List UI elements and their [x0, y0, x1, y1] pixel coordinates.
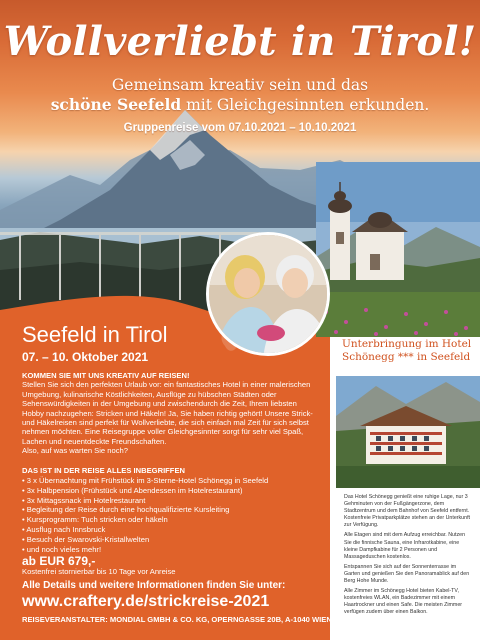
list-item: • Ausflug nach Innsbruck [22, 525, 322, 535]
church-photo [316, 162, 480, 337]
intro-text: Stellen Sie sich den perfekten Urlaub vor: ein fantastisches Hotel in einer malerischen Umgebung, kulinarische Köstlichkeiten, Ausflüge zu hübschen Städten oder Sehenswürdigkeiten in der Umgebung und zwischendurch die Zeit, Ihrem liebsten Hobby nachzugehen: Stricken und Häkeln! Ja, Sie haben richtig gehört! Unsere Strick- und Häkelreisen sind perfekt für Wollverliebte, die sich einfach mal Zeit für sich selbst nehmen möchten. Eine Reisegruppe voller Gleichgesinnter sorgt für sehr viel Spaß, Lachen und neuentdeckte Freundschaften. [22, 380, 313, 446]
price: ab EUR 679,- [22, 554, 96, 568]
group-trip-dates: Gruppenreise vom 07.10.2021 – 10.10.2021 [123, 122, 357, 134]
included-heading: DAS IST IN DER REISE ALLES INBEGRIFFEN [22, 466, 185, 475]
list-item: • Besuch der Swarovski-Kristallwelten [22, 535, 322, 545]
list-item: • 3 x Übernachtung mit Frühstück im 3-Sterne-Hotel Schönegg in Seefeld [22, 476, 322, 486]
details-hint: Alle Details und weitere Informationen finden Sie unter: [22, 580, 286, 591]
website-link[interactable]: www.craftery.de/strickreise-2021 [22, 593, 270, 610]
subheadline-emphasis: schöne Seefeld [50, 95, 182, 114]
intro-question: Also, auf was warten Sie noch? [22, 446, 128, 456]
list-item: • Kursprogramm: Tuch stricken oder häkeln [22, 515, 322, 525]
organizer-line: REISEVERANSTALTER: MONDIAL GMBH & CO. KG, OPERNGASSE 20B, A-1040 WIEN. [22, 615, 334, 624]
hotel-paragraph: Das Hotel Schönegg genießt eine ruhige Lage, nur 3 Gehminuten von der Fußgängerzone, dem Stadtzentrum und dem Bahnhof von Seefeld entfernt. Kostenfreie Privatparkplätze stehen an der Unterkunft zur Verfügung. [344, 494, 471, 529]
list-item: • Begleitung der Reise durch eine hochqualifizierte Kursleiting [22, 505, 322, 515]
hotel-title-line2: Schönegg *** in Seefeld [342, 350, 471, 363]
list-item: • 3x Halbpension (Frühstück und Abendessen im Hotelrestaurant) [22, 486, 322, 496]
offer-title: Seefeld in Tirol [22, 322, 168, 347]
hotel-paragraph: Entspannen Sie sich auf der Sonnenterrasse im Garten und genießen Sie den Panoramablick auf den Berg Hohe Munde. [344, 563, 470, 585]
intro-section [22, 371, 320, 456]
hotel-paragraph: Alle Zimmer im Schönegg Hotel bieten Kabel-TV, kostenfreies WLAN, ein Badezimmer mit einem Haartrockner und einen Safe. Die meisten Zimmer verfügen zudem über einen Balkon. [344, 588, 463, 616]
subheadline-line1: Gemeinsam kreativ sein und das [111, 76, 369, 94]
hotel-title-line1: Unterbringung im Hotel [342, 338, 472, 350]
list-item: • und noch vieles mehr! [22, 545, 322, 555]
hotel-title [342, 338, 472, 363]
hotel-photo [336, 376, 480, 488]
subheadline-rest: mit Gleichgesinnten erkunden. [181, 96, 430, 114]
hotel-description [344, 494, 472, 620]
hotel-paragraph: Alle Etagen sind mit dem Aufzug erreichbar. Nutzen Sie die finnische Sauna, eine Infrarotkabine, eine kleine Dampfkabine für 2 Personen und Massageduschen kostenlos. [344, 532, 466, 560]
subheadline-line2 [0, 95, 480, 114]
cancellation-note: Kostenfrei stornierbar bis 10 Tage vor Anreise [22, 567, 176, 576]
offer-dates: 07. – 10. Oktober 2021 [22, 350, 149, 364]
intro-heading: KOMMEN SIE MIT UNS KREATIV AUF REISEN! [22, 371, 190, 380]
knitting-friends-photo [206, 232, 330, 356]
page-headline: Wollverliebt in Tirol! [3, 18, 477, 65]
included-list [22, 476, 322, 554]
list-item: • 3x Mittagssnack im Hotelrestaurant [22, 496, 322, 506]
